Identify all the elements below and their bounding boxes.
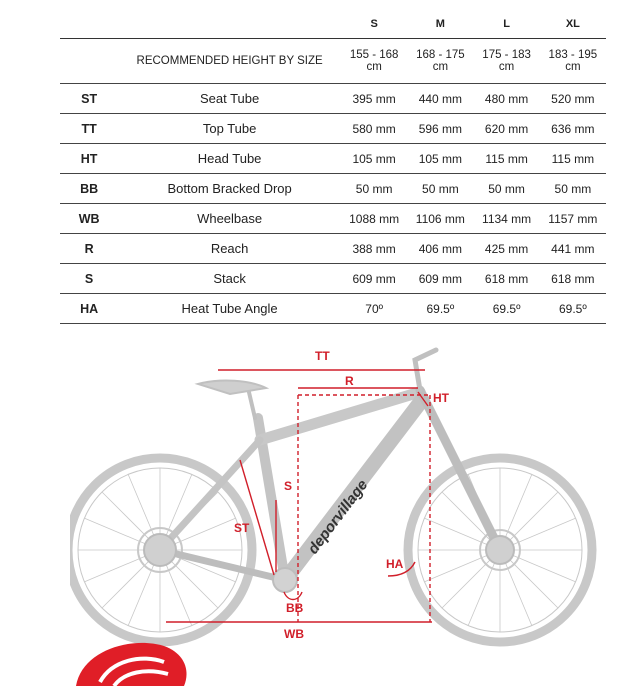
- row-value-m: 50 mm: [407, 174, 473, 204]
- row-value-l: 50 mm: [473, 174, 539, 204]
- row-value-s: 609 mm: [341, 264, 407, 294]
- header-blank-name: [118, 10, 341, 39]
- row-name: Head Tube: [118, 144, 341, 174]
- size-header-l: L: [473, 10, 539, 39]
- row-value-s: 395 mm: [341, 84, 407, 114]
- table-row: [60, 234, 606, 264]
- ht-label: HT: [433, 391, 449, 405]
- row-value-xl: 115 mm: [540, 144, 606, 174]
- row-value-m: 596 mm: [407, 114, 473, 144]
- recommended-height-label: RECOMMENDED HEIGHT BY SIZE: [118, 39, 341, 84]
- height-value-xl: 183 - 195 cm: [540, 39, 606, 84]
- st-label: ST: [234, 521, 250, 535]
- row-value-s: 388 mm: [341, 234, 407, 264]
- row-value-l: 69.5º: [473, 294, 539, 324]
- row-code: S: [60, 264, 118, 294]
- table-row: [60, 84, 606, 114]
- row-value-l: 115 mm: [473, 144, 539, 174]
- table-row: [60, 264, 606, 294]
- row-code: BB: [60, 174, 118, 204]
- geometry-table: [60, 10, 606, 324]
- s-label: S: [284, 479, 293, 493]
- row-value-s: 580 mm: [341, 114, 407, 144]
- recommended-height-row: [60, 39, 606, 84]
- row-value-l: 425 mm: [473, 234, 539, 264]
- brand-text: deporvillage: [304, 476, 372, 558]
- ha-label: HA: [386, 557, 404, 571]
- row-code: HA: [60, 294, 118, 324]
- height-value-s: 155 - 168 cm: [341, 39, 407, 84]
- bb-label: BB: [286, 601, 304, 615]
- row-value-m: 105 mm: [407, 144, 473, 174]
- size-header-xl: XL: [540, 10, 606, 39]
- table-row: [60, 204, 606, 234]
- row-name: Stack: [118, 264, 341, 294]
- row-name: Reach: [118, 234, 341, 264]
- row-value-m: 406 mm: [407, 234, 473, 264]
- row-value-m: 609 mm: [407, 264, 473, 294]
- row-value-xl: 520 mm: [540, 84, 606, 114]
- r-label: R: [345, 374, 354, 388]
- row-value-xl: 636 mm: [540, 114, 606, 144]
- row-code: WB: [60, 204, 118, 234]
- row-value-xl: 1157 mm: [540, 204, 606, 234]
- brand-logo-icon: [72, 636, 192, 686]
- tt-label: TT: [315, 349, 330, 363]
- table-row: [60, 174, 606, 204]
- size-header-m: M: [407, 10, 473, 39]
- row-value-l: 618 mm: [473, 264, 539, 294]
- table-row: [60, 144, 606, 174]
- size-header-s: S: [341, 10, 407, 39]
- height-value-m: 168 - 175 cm: [407, 39, 473, 84]
- row-value-s: 105 mm: [341, 144, 407, 174]
- row-value-l: 1134 mm: [473, 204, 539, 234]
- row-code: ST: [60, 84, 118, 114]
- row-value-m: 1106 mm: [407, 204, 473, 234]
- row-value-m: 440 mm: [407, 84, 473, 114]
- row-value-xl: 618 mm: [540, 264, 606, 294]
- row-value-m: 69.5º: [407, 294, 473, 324]
- bike-geometry-diagram: [70, 340, 610, 686]
- row-code: [60, 39, 118, 84]
- table-row: [60, 294, 606, 324]
- row-name: Top Tube: [118, 114, 341, 144]
- row-code: R: [60, 234, 118, 264]
- height-value-l: 175 - 183 cm: [473, 39, 539, 84]
- row-value-l: 620 mm: [473, 114, 539, 144]
- wb-label: WB: [284, 627, 304, 641]
- row-value-xl: 50 mm: [540, 174, 606, 204]
- header-blank-code: [60, 10, 118, 39]
- row-code: HT: [60, 144, 118, 174]
- row-value-xl: 441 mm: [540, 234, 606, 264]
- row-code: TT: [60, 114, 118, 144]
- row-name: Wheelbase: [118, 204, 341, 234]
- row-value-xl: 69.5º: [540, 294, 606, 324]
- row-name: Heat Tube Angle: [118, 294, 341, 324]
- row-value-s: 1088 mm: [341, 204, 407, 234]
- row-name: Seat Tube: [118, 84, 341, 114]
- row-name: Bottom Bracked Drop: [118, 174, 341, 204]
- row-value-s: 70º: [341, 294, 407, 324]
- size-header-row: [60, 10, 606, 39]
- geometry-table-container: [60, 10, 606, 324]
- table-row: [60, 114, 606, 144]
- row-value-l: 480 mm: [473, 84, 539, 114]
- row-value-s: 50 mm: [341, 174, 407, 204]
